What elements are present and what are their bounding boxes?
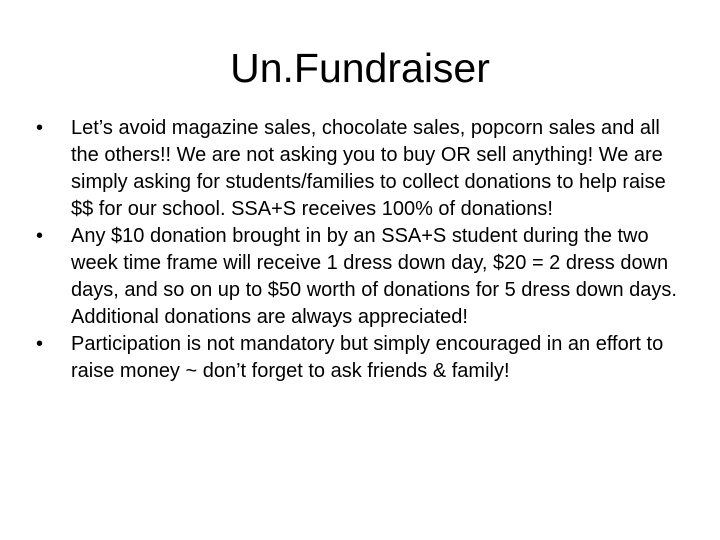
bullet-list xyxy=(36,115,686,385)
bullet-text: Let’s avoid magazine sales, chocolate sales, popcorn sales and all the others!! We are not asking you to buy OR sell anything! We are simply asking for students/families to collect donations to help raise $$ for our school. SSA+S receives 100% of donations! xyxy=(71,117,666,220)
bullet-icon: • xyxy=(36,333,44,355)
bullet-icon: • xyxy=(36,225,44,247)
slide-title: Un.Fundraiser xyxy=(230,45,490,91)
bullet-item xyxy=(36,223,686,331)
bullet-item xyxy=(36,115,686,223)
bullet-text: Participation is not mandatory but simply encouraged in an effort to raise money ~ don’t forget to ask friends & family! xyxy=(71,333,664,382)
bullet-item xyxy=(36,331,686,385)
bullet-text: Any $10 donation brought in by an SSA+S student during the two week time frame will receive 1 dress down day, $20 = 2 dress down days, and so on up to $50 worth of donations for 5 dress down days. Additional donations are always appreciated! xyxy=(71,225,677,328)
bullet-icon: • xyxy=(36,117,44,139)
